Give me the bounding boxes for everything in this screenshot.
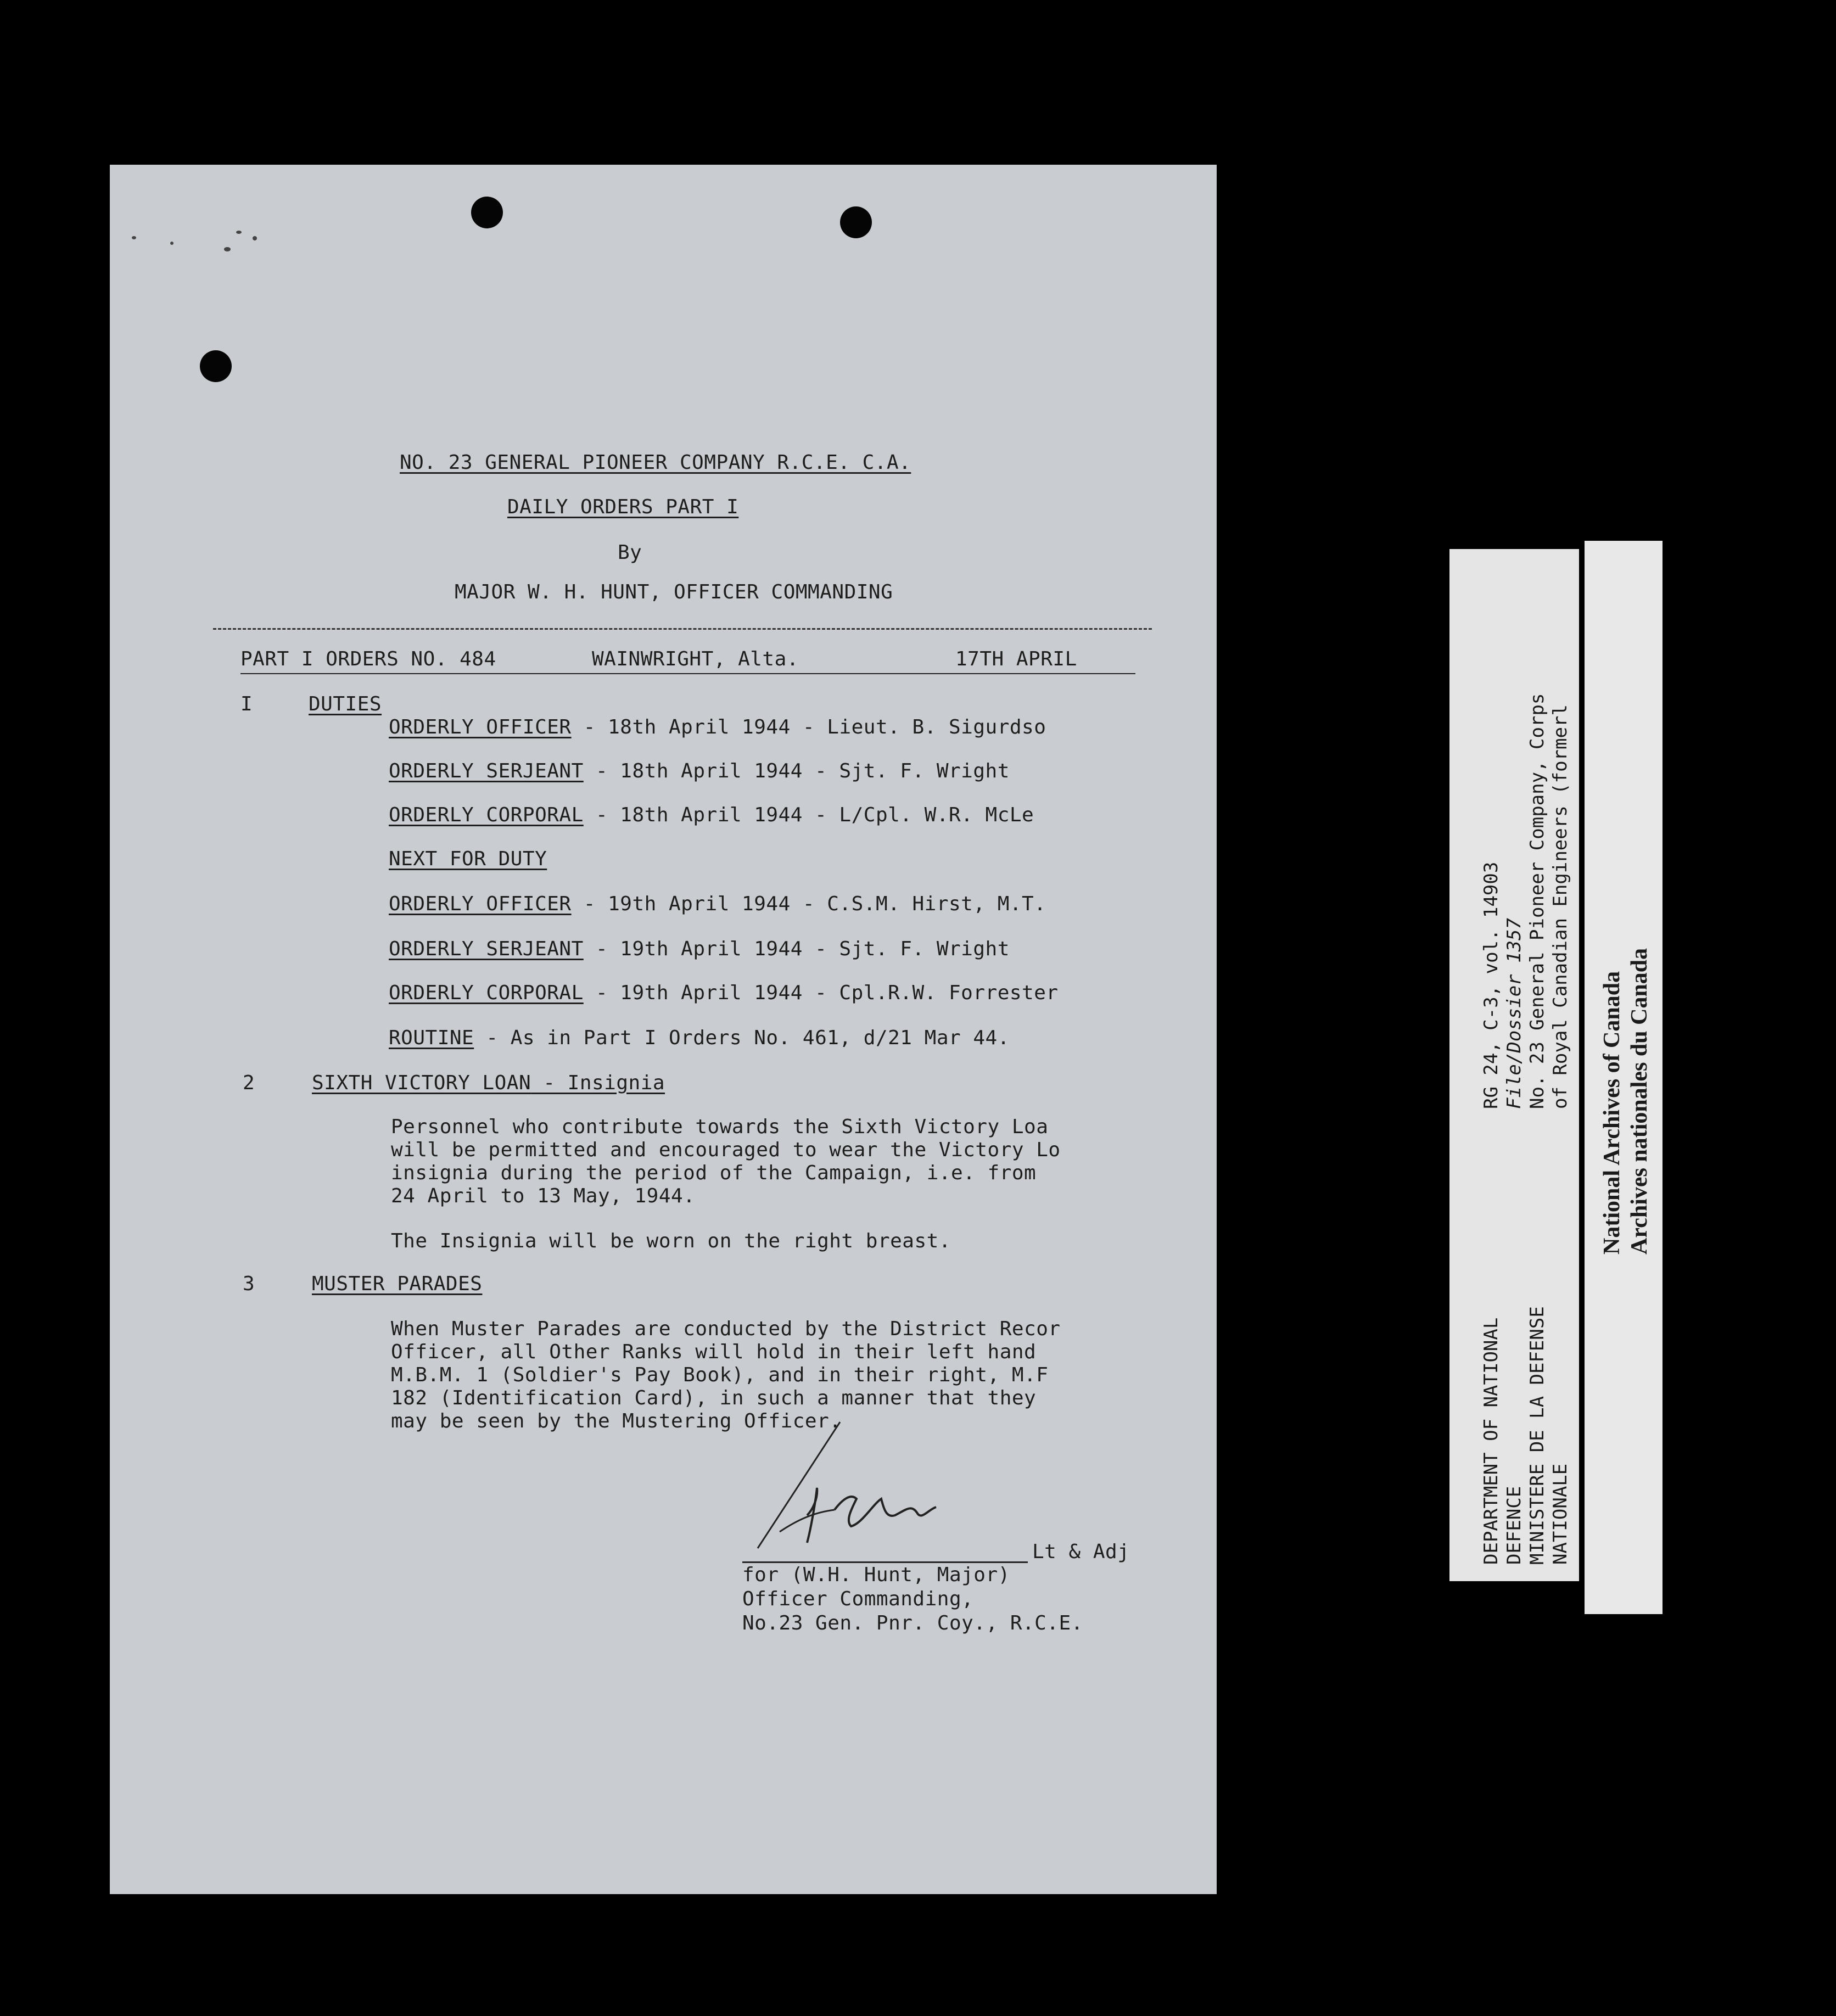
archive-reference-line: RG 24, C-3, vol. 14903 bbox=[1480, 861, 1502, 1109]
duty-role: ORDERLY OFFICER bbox=[389, 716, 572, 738]
department-line: NATIONALE bbox=[1549, 1463, 1571, 1565]
section-number: I bbox=[240, 693, 253, 715]
duty-role: ORDERLY OFFICER bbox=[389, 893, 572, 915]
orders-number: PART I ORDERS NO. 484 bbox=[240, 648, 496, 670]
paragraph-line: Officer, all Other Ranks will hold in their left hand bbox=[391, 1341, 1037, 1363]
archive-reference-line: File/Dossier 1357 bbox=[1503, 918, 1525, 1109]
handwritten-signature bbox=[747, 1416, 1010, 1559]
unit-title: NO. 23 GENERAL PIONEER COMPANY R.C.E. C.A. bbox=[400, 451, 911, 474]
archives-name-fr: Archives nationales du Canada bbox=[1627, 948, 1652, 1255]
section-heading bbox=[312, 1072, 665, 1094]
duty-entry bbox=[389, 760, 1010, 782]
archive-reference-line: of Royal Canadian Engineers (formerl bbox=[1549, 704, 1571, 1109]
punch-hole bbox=[471, 197, 503, 228]
department-line: DEPARTMENT OF NATIONAL bbox=[1480, 1317, 1502, 1565]
duty-entry bbox=[389, 982, 1059, 1004]
paper-speck bbox=[224, 247, 231, 251]
duty-detail: - 19th April 1944 - Cpl.R.W. Forrester bbox=[583, 982, 1059, 1004]
paragraph-line: will be permitted and encouraged to wear the Victory Lo bbox=[391, 1139, 1061, 1161]
paragraph-line: Personnel who contribute towards the Sixth Victory Loa bbox=[391, 1116, 1049, 1138]
routine-label: ROUTINE bbox=[389, 1027, 474, 1049]
duty-entry bbox=[389, 938, 1010, 960]
paper-speck bbox=[253, 236, 257, 240]
signature-block-line: No.23 Gen. Pnr. Coy., R.C.E. bbox=[742, 1612, 1083, 1634]
duty-entry bbox=[389, 716, 1046, 738]
duty-role: ORDERLY CORPORAL bbox=[389, 982, 584, 1004]
department-line: DEFENCE bbox=[1503, 1486, 1525, 1565]
signature-line bbox=[742, 1561, 1028, 1563]
signature-block-line: Officer Commanding, bbox=[742, 1588, 974, 1610]
by-line: By bbox=[618, 541, 642, 564]
paragraph-line: When Muster Parades are conducted by the District Recor bbox=[391, 1318, 1061, 1340]
routine-entry bbox=[389, 1027, 1010, 1049]
duty-entry bbox=[389, 804, 1034, 826]
duty-detail: - 18th April 1944 - Sjt. F. Wright bbox=[583, 760, 1010, 782]
paragraph-line: may be seen by the Mustering Officer. bbox=[391, 1410, 842, 1432]
order-line-rule bbox=[240, 673, 1135, 674]
header-rule bbox=[213, 628, 1152, 630]
archives-name-en: National Archives of Canada bbox=[1599, 971, 1625, 1255]
signature-title: Lt & Adj bbox=[1032, 1541, 1130, 1563]
archive-reference-line: No. 23 General Pioneer Company, Corps bbox=[1526, 693, 1548, 1109]
commander-line: MAJOR W. H. HUNT, OFFICER COMMANDING bbox=[455, 581, 893, 603]
routine-detail: - As in Part I Orders No. 461, d/21 Mar 44. bbox=[474, 1027, 1010, 1049]
archive-label-left bbox=[1449, 549, 1579, 1581]
paragraph-line: The Insignia will be worn on the right breast. bbox=[391, 1230, 951, 1252]
punch-hole bbox=[840, 206, 872, 238]
paragraph-line: insignia during the period of the Campaign, i.e. from bbox=[391, 1162, 1037, 1184]
paper-speck bbox=[236, 231, 242, 234]
duty-detail: - 19th April 1944 - C.S.M. Hirst, M.T. bbox=[571, 893, 1046, 915]
paragraph-line: 182 (Identification Card), in such a manner that they bbox=[391, 1387, 1037, 1409]
duty-entry bbox=[389, 893, 1046, 915]
duty-detail: - 18th April 1944 - L/Cpl. W.R. McLe bbox=[583, 804, 1034, 826]
orders-date: 17TH APRIL bbox=[955, 648, 1077, 670]
section-number: 3 bbox=[243, 1273, 255, 1295]
duty-role: ORDERLY SERJEANT bbox=[389, 760, 584, 782]
paragraph-line: 24 April to 13 May, 1944. bbox=[391, 1185, 696, 1207]
section-title: SIXTH VICTORY LOAN bbox=[312, 1072, 531, 1094]
paper-speck bbox=[170, 242, 173, 245]
orders-place: WAINWRIGHT, Alta. bbox=[592, 648, 799, 670]
archive-label-right bbox=[1585, 541, 1663, 1614]
section-subtitle: - Insignia bbox=[531, 1072, 665, 1094]
paragraph-line: M.B.M. 1 (Soldier's Pay Book), and in their right, M.F bbox=[391, 1364, 1049, 1386]
orders-title: DAILY ORDERS PART I bbox=[507, 496, 739, 518]
section-title: MUSTER PARADES bbox=[312, 1273, 483, 1295]
section-title: DUTIES bbox=[309, 693, 382, 715]
signature-block-line: for (W.H. Hunt, Major) bbox=[742, 1564, 1010, 1586]
department-line: MINISTERE DE LA DEFENSE bbox=[1526, 1306, 1548, 1565]
duty-role: ORDERLY SERJEANT bbox=[389, 938, 584, 960]
duty-role: ORDERLY CORPORAL bbox=[389, 804, 584, 826]
section-number: 2 bbox=[243, 1072, 255, 1094]
punch-hole bbox=[200, 350, 232, 382]
duty-detail: - 18th April 1944 - Lieut. B. Sigurdso bbox=[571, 716, 1046, 738]
next-for-duty-heading: NEXT FOR DUTY bbox=[389, 848, 547, 870]
paper-speck bbox=[132, 236, 136, 239]
duty-detail: - 19th April 1944 - Sjt. F. Wright bbox=[583, 938, 1010, 960]
